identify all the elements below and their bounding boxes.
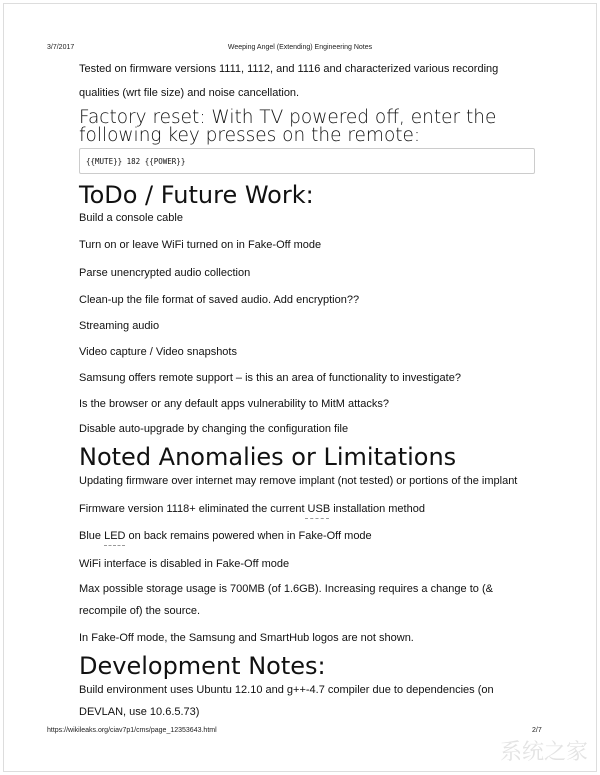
todo-item: Is the browser or any default apps vulnerability to MitM attacks? <box>79 398 389 410</box>
anomaly-item: Firmware version 1118+ eliminated the current USB installation method <box>79 503 425 515</box>
dev-note: Build environment uses Ubuntu 12.10 and g++-4.7 compiler due to dependencies (on <box>79 684 494 696</box>
footer-url: https://wikileaks.org/ciav7p1/cms/page_12353643.html <box>47 727 217 734</box>
dev-note: DEVLAN, use 10.6.5.73) <box>79 706 200 718</box>
code-block: {{MUTE}} 182 {{POWER}} <box>79 148 535 174</box>
todo-item: Disable auto-upgrade by changing the configuration file <box>79 423 349 435</box>
todo-item: Video capture / Video snapshots <box>79 346 237 358</box>
watermark-logo: 系统之家 <box>499 740 588 765</box>
todo-item: Parse unencrypted audio collection <box>79 267 251 279</box>
todo-item: Streaming audio <box>79 320 160 332</box>
usb-underline <box>305 518 329 519</box>
intro-line: Tested on firmware versions 1111, 1112, and 1116 and characterized various recording <box>79 63 499 75</box>
anomaly-item: Max possible storage usage is 700MB (of 1.6GB). Increasing requires a change to (& <box>79 583 493 595</box>
anomalies-heading: Noted Anomalies or Limitations <box>79 443 457 471</box>
factory-reset-heading: Factory reset: With TV powered off, enter the <box>79 107 497 128</box>
anomaly-item: Blue LED on back remains powered when in Fake-Off mode <box>79 530 372 542</box>
todo-item: Samsung offers remote support – is this an area of functionality to investigate? <box>79 372 461 384</box>
todo-item: Build a console cable <box>79 212 183 224</box>
todo-item: Clean-up the file format of saved audio. Add encryption?? <box>79 294 360 306</box>
intro-line: qualities (wrt file size) and noise cancellation. <box>79 87 300 99</box>
led-underline <box>104 545 125 546</box>
page-number: 2/7 <box>532 727 542 734</box>
anomaly-item: Updating firmware over internet may remove implant (not tested) or portions of the implant <box>79 475 518 487</box>
anomaly-item: WiFi interface is disabled in Fake-Off mode <box>79 558 290 570</box>
dev-notes-heading: Development Notes: <box>79 652 326 680</box>
anomaly-item: recompile of) the source. <box>79 605 201 617</box>
header-title: Weeping Angel (Extending) Engineering Notes <box>227 44 373 51</box>
anomaly-item: In Fake-Off mode, the Samsung and SmartHub logos are not shown. <box>79 632 414 644</box>
todo-heading: ToDo / Future Work: <box>79 181 314 209</box>
header-date: 3/7/2017 <box>47 44 75 51</box>
factory-reset-heading: following key presses on the remote: <box>79 125 421 146</box>
todo-item: Turn on or leave WiFi turned on in Fake-Off mode <box>79 239 322 251</box>
